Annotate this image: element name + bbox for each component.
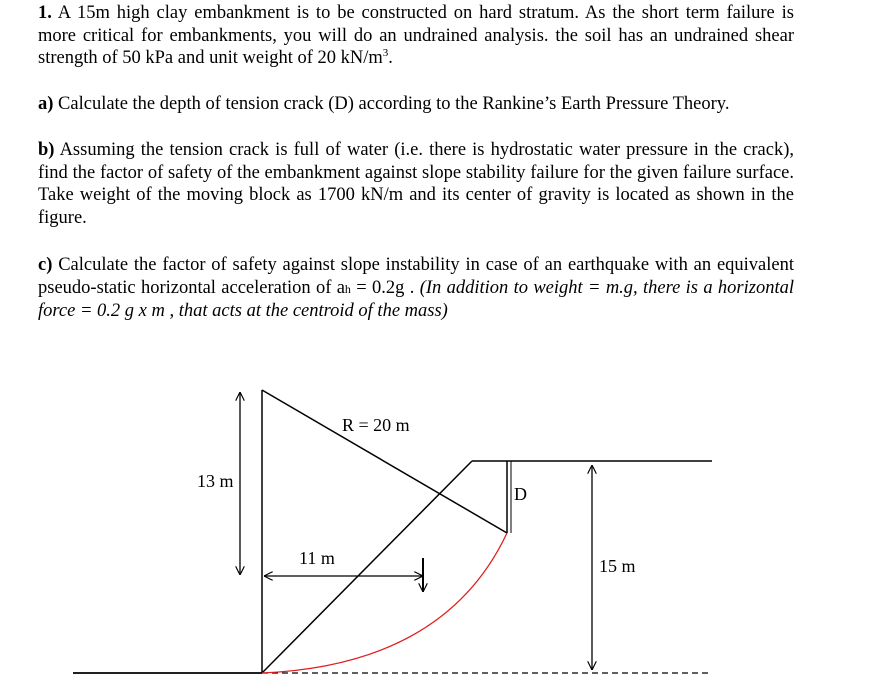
- radius-line: [262, 390, 507, 533]
- slope-line: [262, 461, 472, 673]
- intro-text: A 15m high clay embankment is to be constructed on hard stratum. As the short term failure is more critical for embankments, you will do an undrained analysis. the soil has an undrained shear strength of 50 kPa and unit weight of 20 kN/m: [38, 3, 794, 69]
- height-right-label: 15 m: [599, 556, 636, 576]
- problem-number: 1.: [38, 3, 52, 23]
- question-a-text: Calculate the depth of tension crack (D) according to the Rankine’s Earth Pressure Theory.: [58, 94, 730, 114]
- intro-end: .: [388, 48, 393, 69]
- height-left-label: 13 m: [197, 471, 234, 491]
- question-c-italic: (In addition to weight = m.g, there is a horizontal force = 0.2 g x m , that acts at the centroid of the mass): [38, 277, 794, 322]
- question-c-subscript: h: [344, 281, 351, 296]
- question-b-label: b): [38, 140, 55, 160]
- question-c-text-2: = 0.2g .: [350, 277, 420, 298]
- radius-label: R = 20 m: [342, 415, 410, 435]
- intro-superscript: 3: [382, 47, 389, 60]
- question-c-label: c): [38, 255, 53, 275]
- horizontal-distance-label: 11 m: [299, 548, 335, 568]
- question-a-label: a): [38, 94, 54, 114]
- crack-depth-label: D: [514, 484, 527, 504]
- question-c-text: Calculate the factor of safety against slope instability in case of an earthquake with an equivalent pseudo-static horizontal acceleration of a: [38, 255, 794, 298]
- question-b-text: Assuming the tension crack is full of water (i.e. there is hydrostatic water pressure in the crack), find the factor of safety of the embankment against slope stability failure for the given failure surface. Take weight of the moving block as 1700 kN/m and its center of gravity is located as shown in the figure.: [38, 140, 794, 228]
